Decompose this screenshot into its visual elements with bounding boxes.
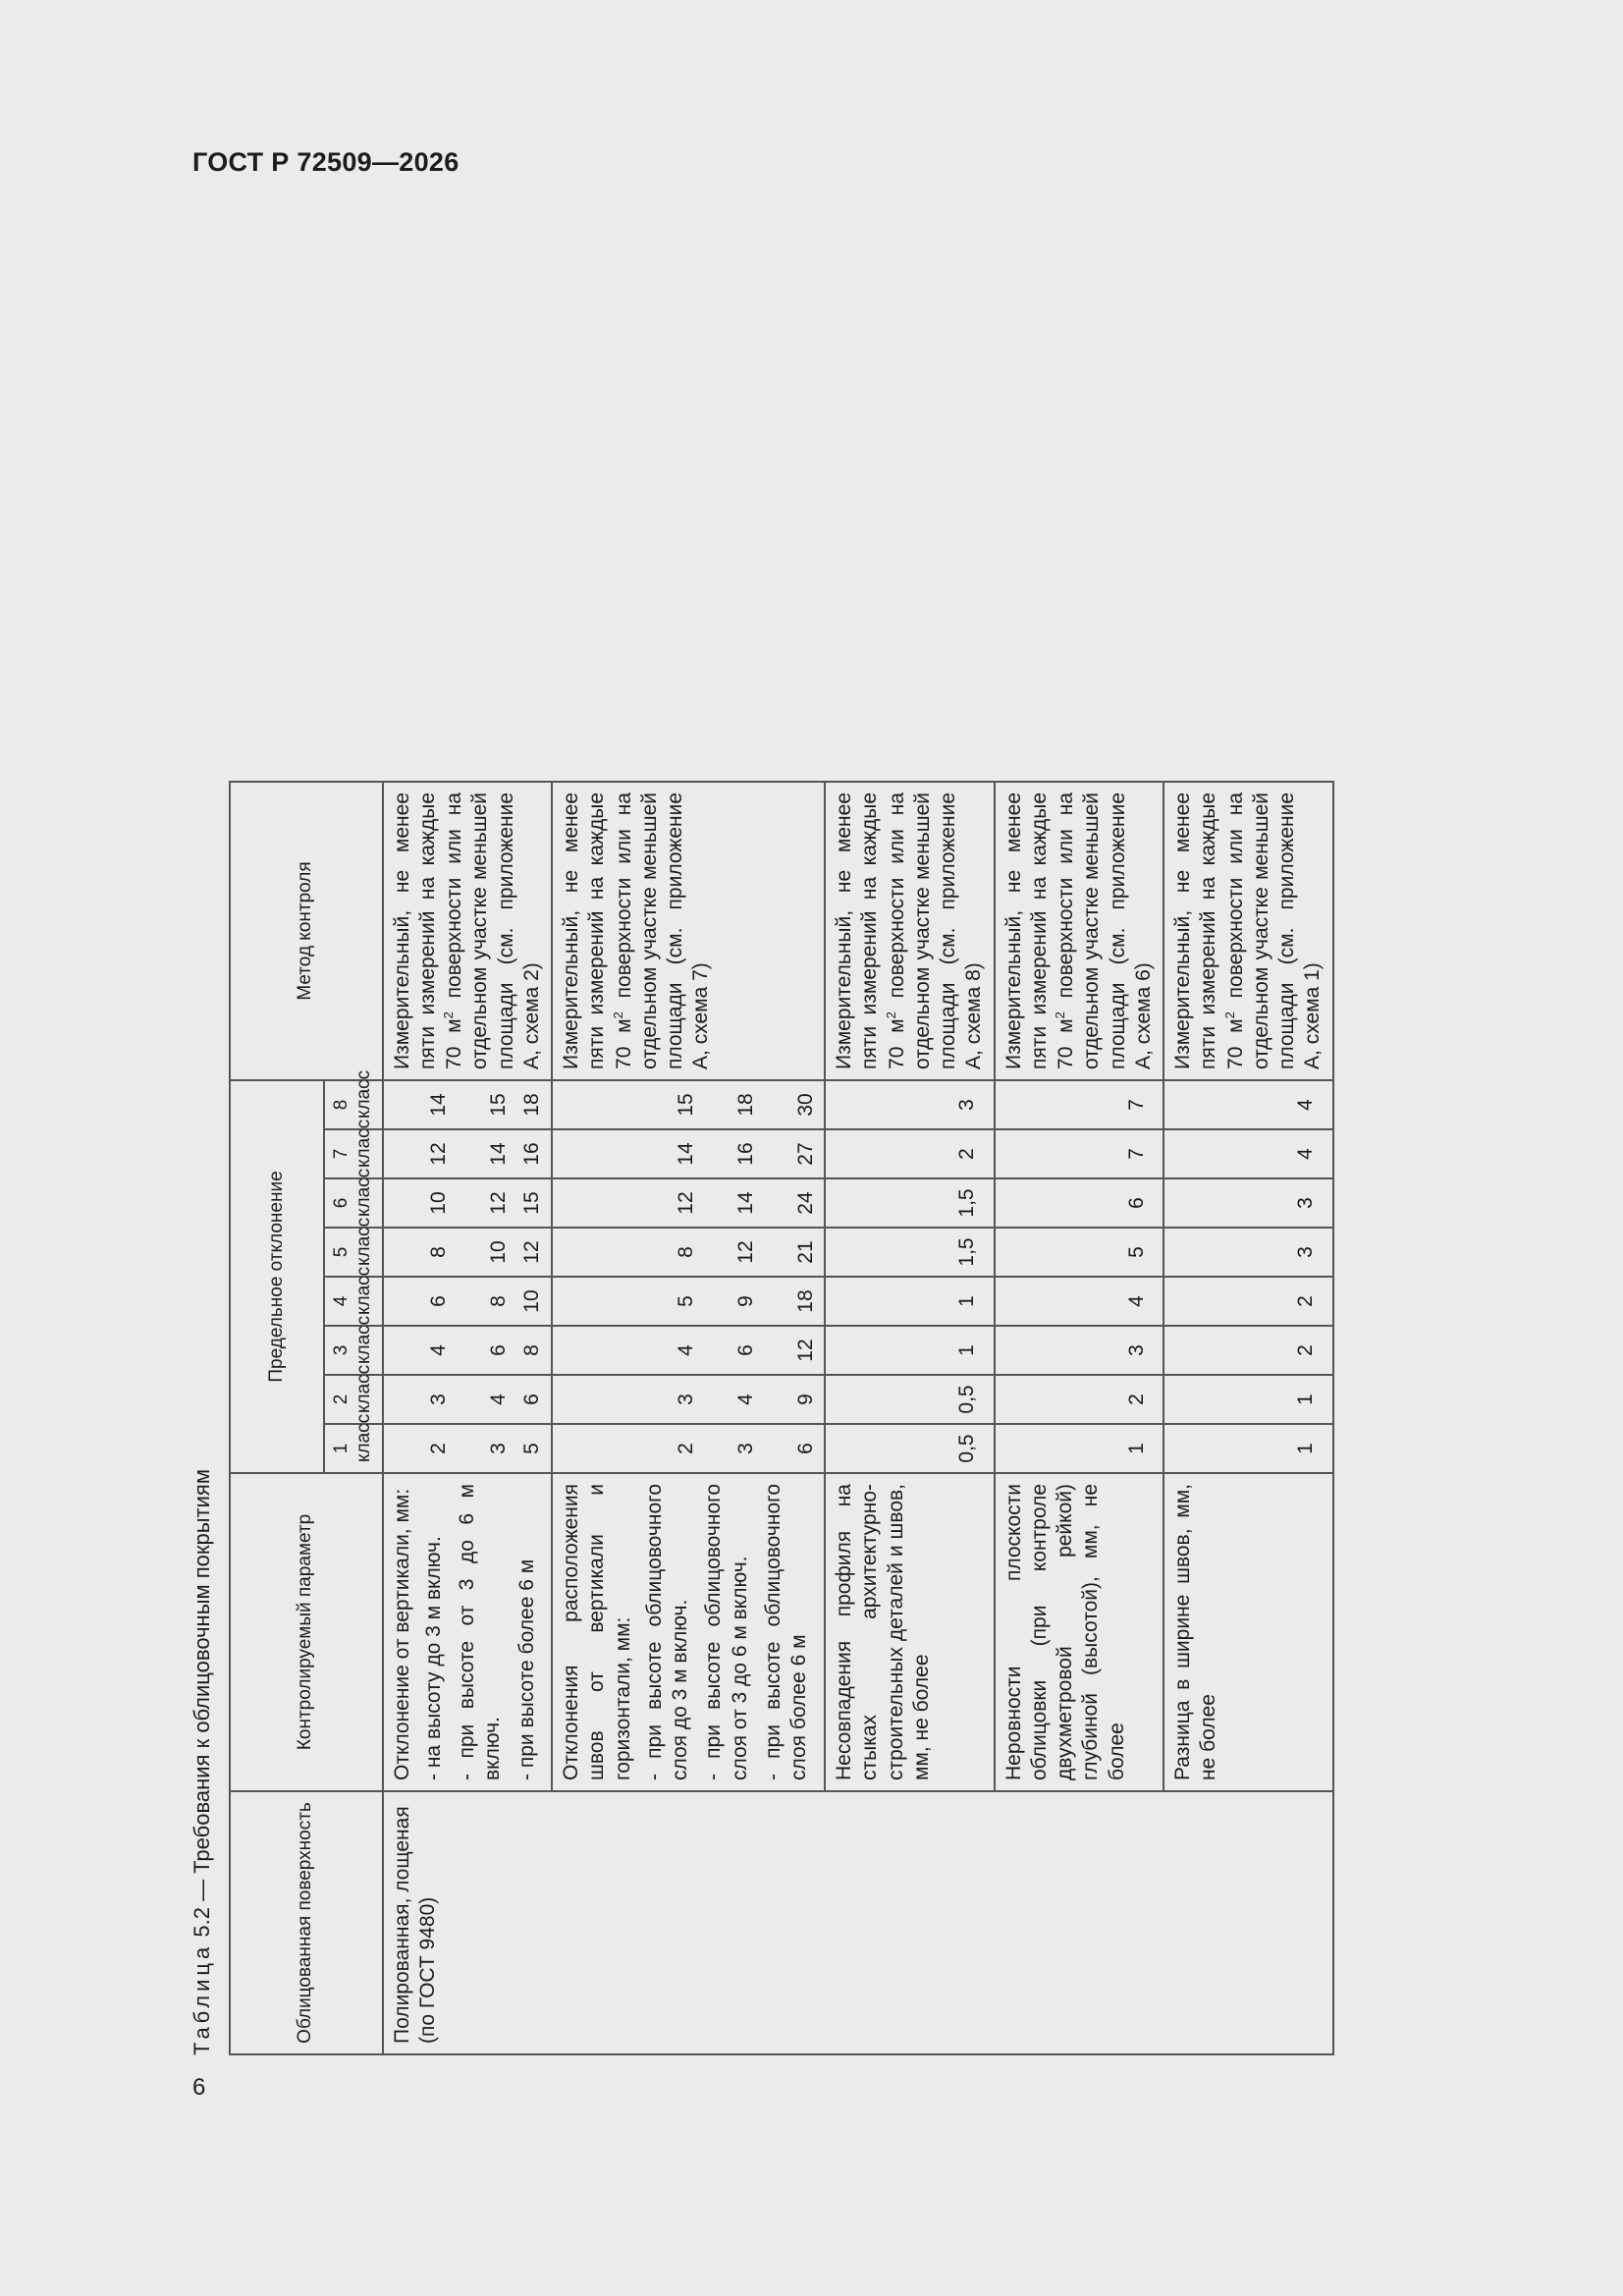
value-cell-class-2 — [383, 1375, 553, 1424]
value: 4 — [1124, 1295, 1148, 1307]
header-class-8: 8 класс — [324, 1080, 383, 1129]
value: 5 — [519, 1443, 543, 1454]
value-cell-class-2 — [1163, 1375, 1333, 1424]
value-cell-class-1 — [383, 1424, 553, 1473]
value: 2 — [675, 1443, 698, 1454]
value: 1,5 — [955, 1188, 979, 1218]
header-class-6: 6 класс — [324, 1178, 383, 1228]
value-spacer — [832, 1282, 954, 1321]
value-cell-class-2 — [825, 1375, 995, 1424]
parameter-sub-label: - при высоте облицовочного слоя от 3 до 6 м включ. — [702, 1484, 751, 1780]
value-cell-class-8 — [995, 1080, 1164, 1129]
value-spacer — [1170, 1380, 1293, 1419]
value: 2 — [955, 1148, 979, 1160]
value: 3 — [1294, 1197, 1318, 1209]
document-header: ГОСТ Р 72509—2026 — [192, 147, 460, 177]
value-cell-class-7 — [552, 1129, 825, 1178]
value-spacer — [559, 1380, 638, 1419]
value-spacer — [1170, 1331, 1293, 1370]
value-spacer — [1001, 1380, 1124, 1419]
method-text-continued: поверхности или на отдельном участке меньшей площади (см. приложение А, схема 6) — [1055, 792, 1155, 1069]
value-spacer — [390, 1232, 417, 1272]
method-superscript: 2 — [441, 1011, 457, 1019]
value-cell-class-4 — [552, 1277, 825, 1326]
value-cell-class-4 — [825, 1277, 995, 1326]
value-cell-class-4 — [1163, 1277, 1333, 1326]
value-spacer — [390, 1085, 417, 1124]
value: 3 — [734, 1443, 758, 1454]
table-row — [383, 782, 553, 2054]
value-spacer — [832, 1232, 954, 1272]
parameter-label: Отклонения расположения швов от вертикали и горизонтали, мм: — [560, 1484, 634, 1780]
value-cell-class-4 — [383, 1277, 553, 1326]
value: 21 — [794, 1240, 818, 1264]
value-spacer — [559, 1232, 638, 1272]
value: 15 — [519, 1191, 543, 1215]
value: 10 — [519, 1289, 543, 1313]
method-superscript: 2 — [610, 1011, 625, 1019]
value: 8 — [675, 1246, 698, 1258]
method-cell — [1163, 782, 1333, 1080]
value: 9 — [734, 1295, 758, 1307]
value-cell-class-8 — [552, 1080, 825, 1129]
method-text: Измерительный, не менее пяти измерений на каждые 70 м — [390, 792, 466, 1069]
value-spacer — [390, 1331, 417, 1370]
value: 5 — [675, 1295, 698, 1307]
value-cell-class-4 — [995, 1277, 1164, 1326]
requirements-table — [229, 781, 1334, 2055]
value: 16 — [519, 1142, 543, 1166]
parameter-cell — [995, 1473, 1164, 1791]
parameter-cell — [1163, 1473, 1333, 1791]
value: 12 — [426, 1142, 450, 1166]
method-text-continued: поверхности или на отдельном участке меньшей площади (см. приложение А, схема 1) — [1223, 792, 1325, 1069]
value-cell-class-6 — [383, 1178, 553, 1228]
method-text-continued: поверхности или на отдельном участке меньшей площади (см. приложение А, схема 7) — [612, 792, 713, 1069]
value: 18 — [734, 1093, 758, 1117]
value-spacer — [1170, 1134, 1293, 1174]
value-spacer — [832, 1183, 954, 1223]
value-spacer — [559, 1282, 638, 1321]
header-class-5: 5 класс — [324, 1228, 383, 1277]
value-cell-class-7 — [383, 1129, 553, 1178]
value: 4 — [486, 1394, 510, 1405]
value: 3 — [486, 1443, 510, 1454]
value: 14 — [734, 1191, 758, 1215]
value: 9 — [794, 1394, 818, 1405]
value: 3 — [955, 1099, 979, 1111]
value-cell-class-8 — [383, 1080, 553, 1129]
value-cell-class-1 — [1163, 1424, 1333, 1473]
value-spacer — [390, 1134, 417, 1174]
value: 1,5 — [955, 1237, 979, 1267]
header-deviation: Предельное отклонение — [230, 1080, 324, 1473]
value-spacer — [1170, 1232, 1293, 1272]
value-cell-class-5 — [995, 1228, 1164, 1277]
value-spacer — [1001, 1232, 1124, 1272]
value: 7 — [1124, 1099, 1148, 1111]
value: 8 — [426, 1246, 450, 1258]
method-superscript: 2 — [883, 1011, 898, 1019]
value: 15 — [486, 1093, 510, 1117]
value: 5 — [1124, 1246, 1148, 1258]
value: 0,5 — [955, 1385, 979, 1414]
parameter-label: Несовпадения профиля на стыках архитектурно-строительных деталей и швов, мм, не более — [833, 1484, 933, 1780]
method-text-continued: поверхности или на отдельном участке меньшей площади (см. приложение А, схема 2) — [443, 792, 543, 1069]
value: 2 — [1294, 1295, 1318, 1307]
value: 4 — [1294, 1099, 1318, 1111]
value-cell-class-3 — [552, 1326, 825, 1375]
value: 12 — [794, 1339, 818, 1362]
header-class-7: 7 класс — [324, 1129, 383, 1178]
value: 6 — [486, 1344, 510, 1356]
surface-cell: Полированная, лощеная (по ГОСТ 9480) — [383, 1791, 1333, 2054]
header-parameter: Контролируемый параметр — [230, 1473, 383, 1791]
method-text: Измерительный, не менее пяти измерений на каждые 70 м — [1001, 792, 1078, 1069]
value: 4 — [734, 1394, 758, 1405]
value: 3 — [1124, 1344, 1148, 1356]
header-surface: Облицованная поверхность — [230, 1791, 383, 2054]
value: 3 — [426, 1394, 450, 1405]
value-cell-class-1 — [552, 1424, 825, 1473]
value-cell-class-6 — [995, 1178, 1164, 1228]
value-spacer — [390, 1429, 417, 1468]
value-cell-class-3 — [1163, 1326, 1333, 1375]
value-spacer — [832, 1085, 954, 1124]
table-caption-title: 5.2 — Требования к облицовочным покрытиям — [189, 1469, 214, 1943]
parameter-sub-label: - при высоте от 3 до 6 м включ. — [456, 1484, 505, 1780]
value: 8 — [519, 1344, 543, 1356]
parameter-cell — [383, 1473, 553, 1791]
method-text-continued: поверхности или на отдельном участке меньшей площади (см. приложение А, схема 8) — [885, 792, 986, 1069]
method-superscript: 2 — [1221, 1011, 1237, 1019]
value: 2 — [1294, 1344, 1318, 1356]
value: 24 — [794, 1191, 818, 1215]
value: 27 — [794, 1142, 818, 1166]
value: 1 — [1294, 1394, 1318, 1405]
value-spacer — [559, 1085, 638, 1124]
value-spacer — [1001, 1183, 1124, 1223]
value: 14 — [486, 1142, 510, 1166]
value-spacer — [832, 1429, 954, 1468]
value-spacer — [832, 1134, 954, 1174]
value-cell-class-6 — [825, 1178, 995, 1228]
value: 1 — [955, 1344, 979, 1356]
value-spacer — [1170, 1429, 1293, 1468]
rotated-table-block — [189, 234, 1334, 2055]
value: 4 — [1294, 1148, 1318, 1160]
header-class-2: 2 класс — [324, 1375, 383, 1424]
value-cell-class-1 — [995, 1424, 1164, 1473]
value-cell-class-8 — [825, 1080, 995, 1129]
value-cell-class-8 — [1163, 1080, 1333, 1129]
value: 6 — [1124, 1197, 1148, 1209]
parameter-sub-label: - при высоте облицовочного слоя до 3 м включ. — [642, 1484, 692, 1780]
header-class-1: 1 класс — [324, 1424, 383, 1473]
value: 14 — [675, 1142, 698, 1166]
value-spacer — [559, 1134, 638, 1174]
value-cell-class-5 — [825, 1228, 995, 1277]
header-class-4: 4 класс — [324, 1277, 383, 1326]
value-spacer — [832, 1380, 954, 1419]
value: 1 — [1124, 1443, 1148, 1454]
value: 30 — [794, 1093, 818, 1117]
value-spacer — [832, 1331, 954, 1370]
value: 1 — [955, 1295, 979, 1307]
value-spacer — [559, 1331, 638, 1370]
page-number: 6 — [192, 2074, 206, 2101]
value: 12 — [675, 1191, 698, 1215]
method-text: Измерительный, не менее пяти измерений на каждые 70 м — [560, 792, 635, 1069]
value: 6 — [794, 1443, 818, 1454]
value: 8 — [486, 1295, 510, 1307]
parameter-sub-label: - на высоту до 3 м включ. — [421, 1536, 445, 1780]
value-cell-class-7 — [1163, 1129, 1333, 1178]
value-cell-class-3 — [825, 1326, 995, 1375]
value: 18 — [519, 1093, 543, 1117]
value-cell-class-7 — [995, 1129, 1164, 1178]
parameter-sub-label: - при высоте облицовочного слоя более 6 м — [761, 1484, 811, 1780]
value-spacer — [1001, 1429, 1124, 1468]
parameter-sub-label: - при высоте более 6 м — [514, 1558, 538, 1780]
value-spacer — [1170, 1085, 1293, 1124]
value-spacer — [559, 1429, 638, 1468]
method-superscript: 2 — [1053, 1011, 1068, 1019]
parameter-label: Разница в ширине швов, мм, не более — [1171, 1484, 1220, 1780]
value-spacer — [559, 1183, 638, 1223]
method-cell — [825, 782, 995, 1080]
method-cell — [995, 782, 1164, 1080]
value: 2 — [1124, 1394, 1148, 1405]
value: 3 — [1294, 1246, 1318, 1258]
value-cell-class-6 — [1163, 1178, 1333, 1228]
value: 0,5 — [955, 1434, 979, 1463]
value: 18 — [794, 1289, 818, 1313]
value-cell-class-2 — [995, 1375, 1164, 1424]
value-spacer — [1001, 1282, 1124, 1321]
value: 12 — [486, 1191, 510, 1215]
value-cell-class-6 — [552, 1178, 825, 1228]
header-method: Метод контроля — [230, 782, 383, 1080]
value-cell-class-3 — [995, 1326, 1164, 1375]
value-spacer — [390, 1282, 417, 1321]
value: 15 — [675, 1093, 698, 1117]
value-spacer — [390, 1183, 417, 1223]
parameter-label: Неровности плоскости облицовки (при контроле двухметровой рейкой) глубиной (высотой), мм, не более — [1001, 1484, 1128, 1780]
table-caption — [189, 1469, 215, 2055]
value-spacer — [1001, 1085, 1124, 1124]
value: 6 — [519, 1394, 543, 1405]
value-cell-class-3 — [383, 1326, 553, 1375]
value: 2 — [426, 1443, 450, 1454]
value-spacer — [1001, 1134, 1124, 1174]
value-cell-class-2 — [552, 1375, 825, 1424]
table-caption-label: Таблица — [189, 1942, 214, 2055]
method-cell — [552, 782, 825, 1080]
table-body — [383, 782, 1333, 2054]
value: 1 — [1294, 1443, 1318, 1454]
value: 4 — [675, 1344, 698, 1356]
value-spacer — [1001, 1331, 1124, 1370]
value: 3 — [675, 1394, 698, 1405]
value: 4 — [426, 1344, 450, 1356]
value: 12 — [519, 1240, 543, 1264]
value-cell-class-5 — [552, 1228, 825, 1277]
value-spacer — [1170, 1183, 1293, 1223]
value-cell-class-5 — [383, 1228, 553, 1277]
value-spacer — [1170, 1282, 1293, 1321]
value: 6 — [734, 1344, 758, 1356]
value: 7 — [1124, 1148, 1148, 1160]
header-class-3: 3 класс — [324, 1326, 383, 1375]
value-cell-class-1 — [825, 1424, 995, 1473]
value: 16 — [734, 1142, 758, 1166]
parameter-cell — [825, 1473, 995, 1791]
value-cell-class-5 — [1163, 1228, 1333, 1277]
value: 14 — [426, 1093, 450, 1117]
value: 10 — [426, 1191, 450, 1215]
value: 10 — [486, 1240, 510, 1264]
method-text: Измерительный, не менее пяти измерений на каждые 70 м — [1171, 792, 1247, 1069]
value-cell-class-7 — [825, 1129, 995, 1178]
method-text: Измерительный, не менее пяти измерений на каждые 70 м — [833, 792, 908, 1069]
method-cell — [383, 782, 553, 1080]
parameter-cell — [552, 1473, 825, 1791]
value-spacer — [390, 1380, 417, 1419]
value: 12 — [734, 1240, 758, 1264]
parameter-label: Отклонение от вертикали, мм: — [390, 1488, 413, 1780]
value: 6 — [426, 1295, 450, 1307]
